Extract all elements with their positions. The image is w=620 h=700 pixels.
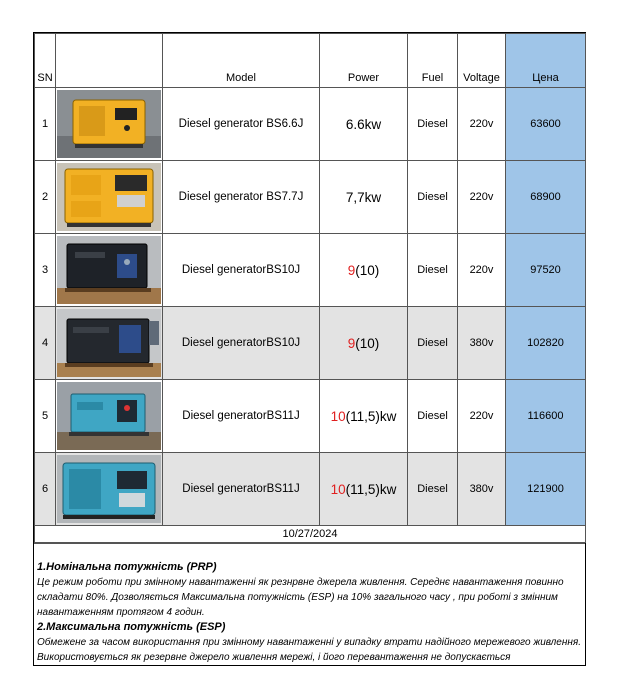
yellow-generator-photo [57, 90, 161, 158]
note-heading-prp: 1.Номінальна потужність (PRP) [37, 561, 217, 573]
photo-cell [56, 161, 163, 234]
teal-generator-photo [57, 455, 161, 523]
black-generator-photo [57, 309, 161, 377]
price-cell: 102820 [506, 307, 586, 380]
header-voltage: Voltage [458, 34, 506, 88]
table-row [35, 307, 586, 380]
model-cell: Diesel generatorBS11J [163, 453, 320, 526]
header-row [35, 34, 586, 88]
model-cell: Diesel generatorBS11J [163, 380, 320, 453]
power-cell [320, 453, 408, 526]
power-value-highlight: 10 [330, 408, 346, 424]
table-row [35, 234, 586, 307]
sn-cell: 2 [35, 161, 56, 234]
voltage-cell: 220v [458, 161, 506, 234]
note-heading-esp: 2.Максимальна потужність (ESP) [37, 621, 226, 633]
photo-cell [56, 88, 163, 161]
power-value: (11,5)kw [345, 481, 397, 497]
photo-cell [56, 234, 163, 307]
power-value: (11,5)kw [345, 408, 397, 424]
voltage-cell: 220v [458, 380, 506, 453]
power-value: 7,7kw [345, 189, 382, 205]
voltage-cell: 220v [458, 88, 506, 161]
price-cell: 63600 [506, 88, 586, 161]
power-cell [320, 234, 408, 307]
voltage-cell: 380v [458, 453, 506, 526]
model-cell: Diesel generatorBS10J [163, 234, 320, 307]
table-row [35, 88, 586, 161]
power-value: (10) [355, 262, 380, 278]
fuel-cell: Diesel [408, 380, 458, 453]
teal-generator-photo [57, 382, 161, 450]
date-row [35, 526, 586, 543]
notes-section [34, 543, 585, 665]
table-row [35, 161, 586, 234]
header-model: Model [163, 34, 320, 88]
power-cell [320, 161, 408, 234]
price-cell: 121900 [506, 453, 586, 526]
photo-cell [56, 453, 163, 526]
power-value-highlight: 9 [347, 262, 356, 278]
power-cell [320, 88, 408, 161]
power-cell [320, 307, 408, 380]
fuel-cell: Diesel [408, 234, 458, 307]
header-price: Цена [506, 34, 586, 88]
fuel-cell: Diesel [408, 453, 458, 526]
power-value: 6.6kw [345, 116, 382, 132]
table-row [35, 380, 586, 453]
yellow-generator-photo [57, 163, 161, 231]
generator-price-table [34, 33, 586, 543]
fuel-cell: Diesel [408, 307, 458, 380]
sn-cell: 6 [35, 453, 56, 526]
header-fuel: Fuel [408, 34, 458, 88]
photo-cell [56, 380, 163, 453]
price-cell: 97520 [506, 234, 586, 307]
header-sn: SN [35, 34, 56, 88]
price-cell: 68900 [506, 161, 586, 234]
note-text-prp: Це режим роботи при змінному навантаженні як резнрвне джерела живлення. Середнє навантаження повинно складати 80%. Дозволяється Максимальна потужність (ESP) на 10% загального часу , при роботі з змінним навантаженням протягом 4 годин. [37, 577, 564, 618]
table-row [35, 453, 586, 526]
model-cell: Diesel generator BS6.6J [163, 88, 320, 161]
price-sheet [33, 32, 586, 666]
fuel-cell: Diesel [408, 161, 458, 234]
fuel-cell: Diesel [408, 88, 458, 161]
black-generator-photo [57, 236, 161, 304]
model-cell: Diesel generatorBS10J [163, 307, 320, 380]
power-value-highlight: 10 [330, 481, 346, 497]
voltage-cell: 220v [458, 234, 506, 307]
power-value-highlight: 9 [347, 335, 356, 351]
header-power: Power [320, 34, 408, 88]
power-value: (10) [355, 335, 380, 351]
sn-cell: 3 [35, 234, 56, 307]
sn-cell: 5 [35, 380, 56, 453]
photo-cell [56, 307, 163, 380]
header-image [56, 34, 163, 88]
date-cell: 10/27/2024 [35, 526, 586, 543]
sn-cell: 4 [35, 307, 56, 380]
voltage-cell: 380v [458, 307, 506, 380]
price-cell: 116600 [506, 380, 586, 453]
sn-cell: 1 [35, 88, 56, 161]
note-text-esp: Обмежене за часом використання при змінному навантаженні у випадку втрати надійного мережевого живлення. Використовується як резервне джерело живлення мережі, і його перевантаження не допускається [37, 637, 581, 663]
model-cell: Diesel generator BS7.7J [163, 161, 320, 234]
power-cell [320, 380, 408, 453]
